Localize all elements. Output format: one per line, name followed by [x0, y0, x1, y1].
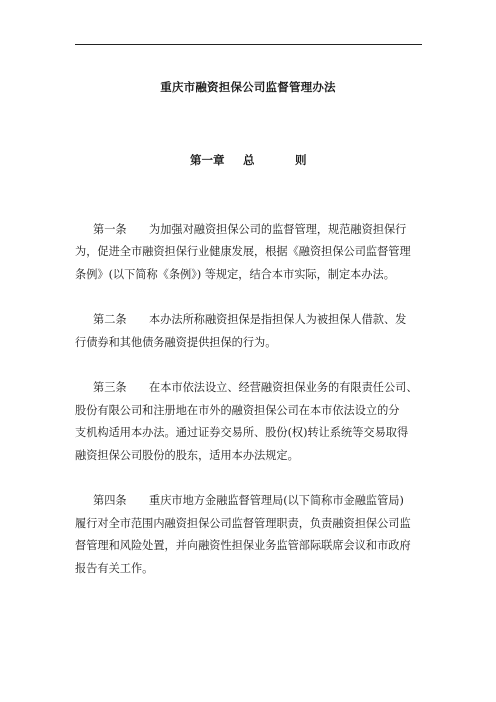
article-3-line-1	[93, 380, 418, 395]
article-2-line-1	[93, 312, 406, 327]
article-4-label: 第四条	[93, 494, 127, 507]
article-3-label: 第三条	[93, 381, 127, 394]
chapter-name-part1: 总	[243, 153, 255, 167]
chapter-heading	[0, 152, 496, 168]
article-1-label: 第一条	[93, 223, 127, 236]
article-2-line-2: 行债券和其他债务融资提供担保的行为。	[75, 336, 277, 349]
document-title: 重庆市融资担保公司监督管理办法	[160, 80, 336, 94]
article-3-line-3: 支机构适用本办法。通过证券交易所、股份(权)转让系统等交易取得	[75, 426, 409, 439]
article-1-text-1: 为加强对融资担保公司的监督管理，规范融资担保行	[149, 223, 407, 236]
chapter-name-part2: 则	[295, 153, 307, 167]
article-2-label: 第二条	[93, 313, 127, 326]
article-3-text-1: 在本市依法设立、经营融资担保业务的有限责任公司、	[149, 381, 418, 394]
article-3-line-4: 融资担保公司股份的股东，适用本办法规定。	[75, 449, 299, 462]
article-4-line-3: 督管理和风险处置，并向融资性担保业务监管部际联席会议和市政府	[75, 539, 411, 552]
header-rule	[75, 44, 422, 45]
article-4-line-1	[93, 493, 404, 508]
chapter-number: 第一章	[190, 153, 225, 167]
article-4-line-4: 报告有关工作。	[75, 562, 154, 575]
article-4-text-1: 重庆市地方金融监督管理局(以下简称市金融监管局)	[149, 494, 404, 507]
article-4-line-2: 履行对全市范围内融资担保公司监督管理职责，负责融资担保公司监	[75, 517, 411, 530]
article-2-text-1: 本办法所称融资担保是指担保人为被担保人借款、发	[149, 313, 407, 326]
article-3-line-2: 股份有限公司和注册地在市外的融资担保公司在本市依法设立的分	[75, 404, 400, 417]
article-1-line-2: 为，促进全市融资担保行业健康发展，根据《融资担保公司监督管理	[75, 245, 411, 258]
article-1-line-1	[93, 222, 406, 237]
article-1-line-3: 条例》(以下简称《条例》) 等规定，结合本市实际，制定本办法。	[75, 268, 395, 281]
